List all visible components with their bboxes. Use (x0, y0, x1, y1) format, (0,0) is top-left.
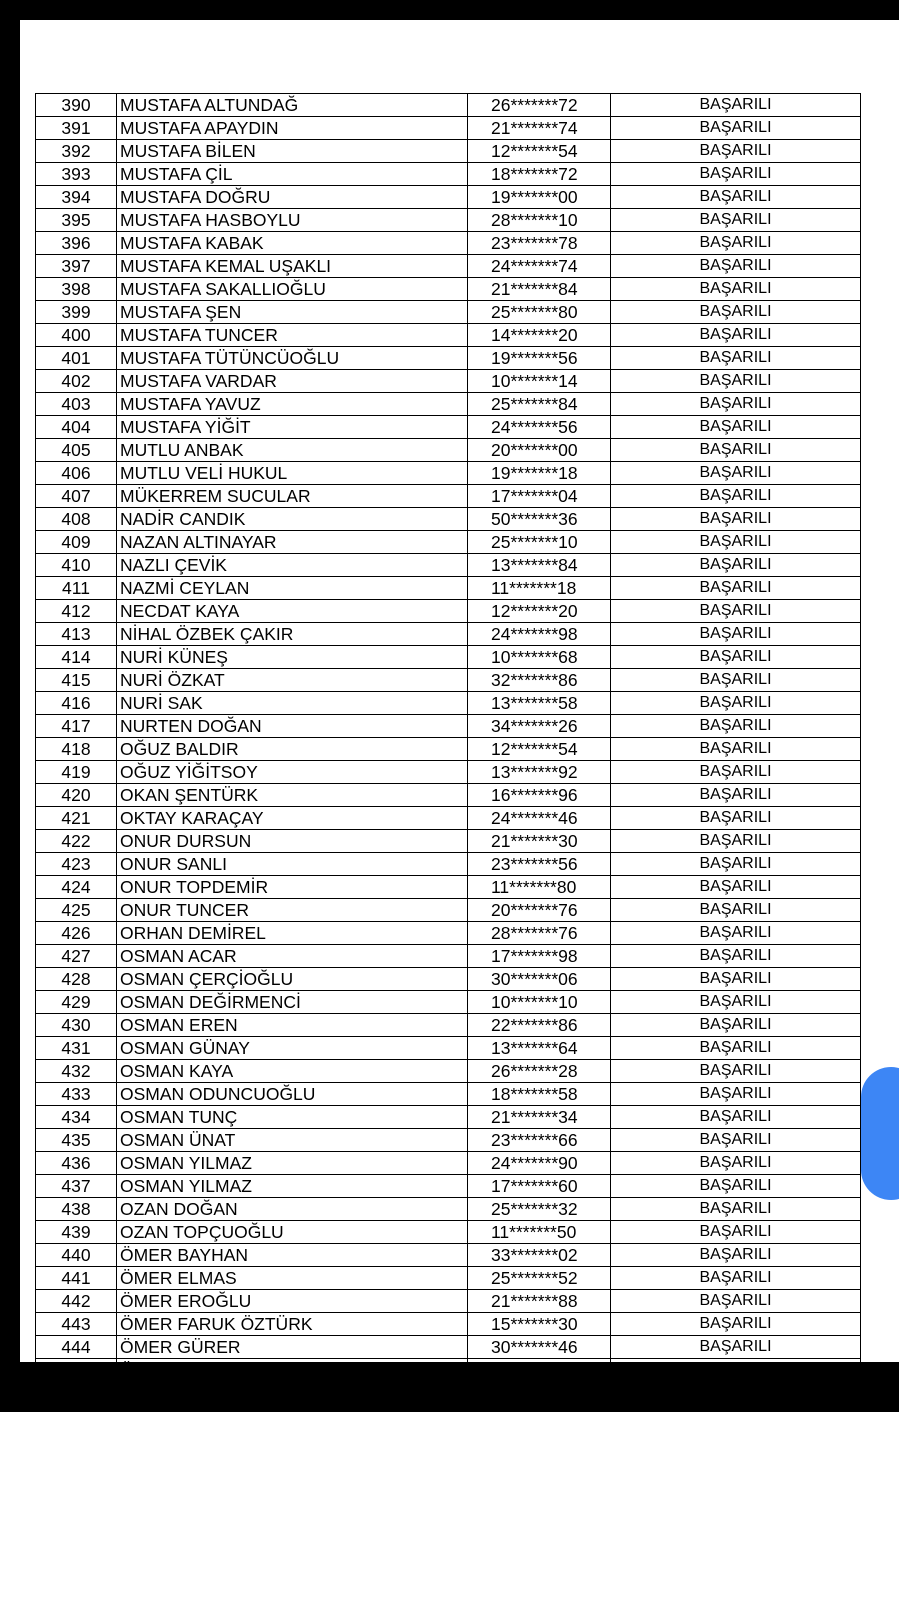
row-number: 443 (36, 1313, 117, 1336)
status: BAŞARILI (611, 715, 861, 738)
table-row (36, 140, 861, 163)
row-number: 402 (36, 370, 117, 393)
masked-id: 24*******56 (468, 416, 611, 439)
row-number: 440 (36, 1244, 117, 1267)
table-row (36, 531, 861, 554)
person-name: ÖMER FARUK ÖZTÜRK (117, 1313, 468, 1336)
status: BAŞARILI (611, 1221, 861, 1244)
row-number: 424 (36, 876, 117, 899)
row-number: 391 (36, 117, 117, 140)
masked-id: 11*******80 (468, 876, 611, 899)
table-row (36, 830, 861, 853)
table-row (36, 163, 861, 186)
row-number: 412 (36, 600, 117, 623)
person-name: MUTLU ANBAK (117, 439, 468, 462)
person-name: ÖMER GÜRER (117, 1336, 468, 1359)
row-number: 430 (36, 1014, 117, 1037)
person-name: NAZLI ÇEVİK (117, 554, 468, 577)
person-name: OKTAY KARAÇAY (117, 807, 468, 830)
status: BAŞARILI (611, 347, 861, 370)
masked-id: 22*******86 (468, 1014, 611, 1037)
masked-id: 23*******78 (468, 232, 611, 255)
table-row (36, 853, 861, 876)
status: BAŞARILI (611, 416, 861, 439)
masked-id: 33*******02 (468, 1244, 611, 1267)
masked-id: 24*******98 (468, 623, 611, 646)
status: BAŞARILI (611, 232, 861, 255)
row-number: 416 (36, 692, 117, 715)
row-number: 426 (36, 922, 117, 945)
row-number: 399 (36, 301, 117, 324)
person-name: OSMAN ÇERÇİOĞLU (117, 968, 468, 991)
table-row (36, 784, 861, 807)
masked-id: 21*******84 (468, 278, 611, 301)
person-name: OKAN ŞENTÜRK (117, 784, 468, 807)
table-row (36, 255, 861, 278)
status: BAŞARILI (611, 508, 861, 531)
status: BAŞARILI (611, 554, 861, 577)
bottom-blank-area (0, 1412, 899, 1599)
person-name: MUSTAFA DOĞRU (117, 186, 468, 209)
masked-id: 21*******74 (468, 117, 611, 140)
status: BAŞARILI (611, 1175, 861, 1198)
table-row (36, 1198, 861, 1221)
scroll-handle[interactable] (861, 1067, 899, 1200)
row-number: 392 (36, 140, 117, 163)
table-row (36, 232, 861, 255)
person-name: MUSTAFA BİLEN (117, 140, 468, 163)
status: BAŞARILI (611, 1083, 861, 1106)
row-number: 422 (36, 830, 117, 853)
table-row (36, 1152, 861, 1175)
table-row (36, 301, 861, 324)
status: BAŞARILI (611, 600, 861, 623)
person-name: ÖMER BAYHAN (117, 1244, 468, 1267)
masked-id: 12*******20 (468, 600, 611, 623)
person-name: OZAN DOĞAN (117, 1198, 468, 1221)
masked-id: 12*******54 (468, 140, 611, 163)
masked-id: 20*******76 (468, 899, 611, 922)
person-name: MUSTAFA TUNCER (117, 324, 468, 347)
table-row (36, 738, 861, 761)
masked-id: 19*******56 (468, 347, 611, 370)
status: BAŞARILI (611, 94, 861, 117)
status: BAŞARILI (611, 324, 861, 347)
person-name: ORHAN DEMİREL (117, 922, 468, 945)
row-number: 411 (36, 577, 117, 600)
table-row (36, 1267, 861, 1290)
person-name: MUSTAFA TÜTÜNCÜOĞLU (117, 347, 468, 370)
row-number: 394 (36, 186, 117, 209)
row-number: 423 (36, 853, 117, 876)
person-name: MUSTAFA SAKALLIOĞLU (117, 278, 468, 301)
status: BAŞARILI (611, 209, 861, 232)
row-number: 407 (36, 485, 117, 508)
table-row (36, 508, 861, 531)
person-name: NADİR CANDIK (117, 508, 468, 531)
status: BAŞARILI (611, 738, 861, 761)
table-row (36, 1221, 861, 1244)
person-name: MUSTAFA KEMAL UŞAKLI (117, 255, 468, 278)
row-number: 400 (36, 324, 117, 347)
status: BAŞARILI (611, 301, 861, 324)
masked-id: 18*******72 (468, 163, 611, 186)
person-name: ÖMER EROĞLU (117, 1290, 468, 1313)
row-number: 425 (36, 899, 117, 922)
person-name: OSMAN ÜNAT (117, 1129, 468, 1152)
status: BAŞARILI (611, 1106, 861, 1129)
row-number: 435 (36, 1129, 117, 1152)
row-number: 434 (36, 1106, 117, 1129)
table-row (36, 554, 861, 577)
table-row (36, 1014, 861, 1037)
row-number: 414 (36, 646, 117, 669)
bottom-black-bar (0, 1362, 899, 1412)
masked-id: 13*******64 (468, 1037, 611, 1060)
top-black-bar (0, 0, 899, 20)
table-row (36, 370, 861, 393)
masked-id: 25*******10 (468, 531, 611, 554)
masked-id: 11*******18 (468, 577, 611, 600)
table-row (36, 968, 861, 991)
masked-id: 13*******58 (468, 692, 611, 715)
masked-id: 10*******14 (468, 370, 611, 393)
masked-id: 19*******00 (468, 186, 611, 209)
row-number: 442 (36, 1290, 117, 1313)
row-number: 409 (36, 531, 117, 554)
status: BAŞARILI (611, 117, 861, 140)
person-name: NURTEN DOĞAN (117, 715, 468, 738)
row-number: 413 (36, 623, 117, 646)
status: BAŞARILI (611, 853, 861, 876)
person-name: MUSTAFA ALTUNDAĞ (117, 94, 468, 117)
table-row (36, 347, 861, 370)
row-number: 431 (36, 1037, 117, 1060)
masked-id: 25*******84 (468, 393, 611, 416)
person-name: OSMAN EREN (117, 1014, 468, 1037)
table-row (36, 945, 861, 968)
status: BAŞARILI (611, 370, 861, 393)
masked-id: 24*******46 (468, 807, 611, 830)
person-name: OSMAN KAYA (117, 1060, 468, 1083)
status: BAŞARILI (611, 899, 861, 922)
person-name: OĞUZ YİĞİTSOY (117, 761, 468, 784)
masked-id: 24*******90 (468, 1152, 611, 1175)
table-row (36, 1290, 861, 1313)
table-row (36, 692, 861, 715)
masked-id: 50*******36 (468, 508, 611, 531)
status: BAŞARILI (611, 1037, 861, 1060)
status: BAŞARILI (611, 830, 861, 853)
status: BAŞARILI (611, 186, 861, 209)
table-row (36, 1244, 861, 1267)
table-row (36, 623, 861, 646)
status: BAŞARILI (611, 623, 861, 646)
table-row (36, 1106, 861, 1129)
person-name: MUSTAFA YİĞİT (117, 416, 468, 439)
status: BAŞARILI (611, 991, 861, 1014)
masked-id: 14*******20 (468, 324, 611, 347)
person-name: MUTLU VELİ HUKUL (117, 462, 468, 485)
masked-id: 20*******00 (468, 439, 611, 462)
person-name: NAZMİ CEYLAN (117, 577, 468, 600)
table-row (36, 899, 861, 922)
person-name: OSMAN YILMAZ (117, 1175, 468, 1198)
table-row (36, 807, 861, 830)
row-number: 419 (36, 761, 117, 784)
table-row (36, 646, 861, 669)
person-name: NURİ SAK (117, 692, 468, 715)
person-name: OSMAN GÜNAY (117, 1037, 468, 1060)
status: BAŞARILI (611, 922, 861, 945)
status: BAŞARILI (611, 1244, 861, 1267)
row-number: 395 (36, 209, 117, 232)
masked-id: 17*******60 (468, 1175, 611, 1198)
person-name: MUSTAFA KABAK (117, 232, 468, 255)
row-number: 404 (36, 416, 117, 439)
person-name: NURİ ÖZKAT (117, 669, 468, 692)
masked-id: 17*******04 (468, 485, 611, 508)
table-row (36, 669, 861, 692)
status: BAŞARILI (611, 876, 861, 899)
person-name: MUSTAFA VARDAR (117, 370, 468, 393)
masked-id: 25*******80 (468, 301, 611, 324)
table-row (36, 1129, 861, 1152)
row-number: 420 (36, 784, 117, 807)
row-number: 437 (36, 1175, 117, 1198)
row-number: 429 (36, 991, 117, 1014)
table-row (36, 1060, 861, 1083)
status: BAŞARILI (611, 255, 861, 278)
table-row (36, 278, 861, 301)
person-name: ÖMER ELMAS (117, 1267, 468, 1290)
row-number: 397 (36, 255, 117, 278)
row-number: 393 (36, 163, 117, 186)
row-number: 406 (36, 462, 117, 485)
person-name: ONUR TOPDEMİR (117, 876, 468, 899)
row-number: 396 (36, 232, 117, 255)
status: BAŞARILI (611, 1060, 861, 1083)
person-name: NAZAN ALTINAYAR (117, 531, 468, 554)
person-name: MUSTAFA YAVUZ (117, 393, 468, 416)
person-name: ONUR SANLI (117, 853, 468, 876)
status: BAŞARILI (611, 1290, 861, 1313)
person-name: OSMAN YILMAZ (117, 1152, 468, 1175)
table-row (36, 715, 861, 738)
person-name: MUSTAFA ÇİL (117, 163, 468, 186)
masked-id: 30*******06 (468, 968, 611, 991)
row-number: 405 (36, 439, 117, 462)
table-row (36, 439, 861, 462)
masked-id: 30*******46 (468, 1336, 611, 1359)
person-name: MUSTAFA ŞEN (117, 301, 468, 324)
table-row (36, 485, 861, 508)
table-row (36, 1336, 861, 1359)
status: BAŞARILI (611, 1198, 861, 1221)
row-number: 439 (36, 1221, 117, 1244)
masked-id: 13*******92 (468, 761, 611, 784)
table-row (36, 416, 861, 439)
masked-id: 32*******86 (468, 669, 611, 692)
person-name: MÜKERREM SUCULAR (117, 485, 468, 508)
status: BAŞARILI (611, 1267, 861, 1290)
masked-id: 28*******10 (468, 209, 611, 232)
masked-id: 21*******30 (468, 830, 611, 853)
table-row (36, 117, 861, 140)
row-number: 417 (36, 715, 117, 738)
row-number: 418 (36, 738, 117, 761)
table-row (36, 600, 861, 623)
status: BAŞARILI (611, 761, 861, 784)
row-number: 432 (36, 1060, 117, 1083)
left-black-bar (0, 0, 20, 1362)
table-row (36, 186, 861, 209)
table-row (36, 324, 861, 347)
status: BAŞARILI (611, 669, 861, 692)
masked-id: 24*******74 (468, 255, 611, 278)
masked-id: 28*******76 (468, 922, 611, 945)
status: BAŞARILI (611, 1336, 861, 1359)
masked-id: 34*******26 (468, 715, 611, 738)
table-row (36, 922, 861, 945)
person-name: MUSTAFA HASBOYLU (117, 209, 468, 232)
masked-id: 10*******68 (468, 646, 611, 669)
masked-id: 26*******72 (468, 94, 611, 117)
status: BAŞARILI (611, 531, 861, 554)
status: BAŞARILI (611, 1129, 861, 1152)
row-number: 428 (36, 968, 117, 991)
masked-id: 21*******34 (468, 1106, 611, 1129)
masked-id: 10*******10 (468, 991, 611, 1014)
masked-id: 15*******30 (468, 1313, 611, 1336)
person-name: OZAN TOPÇUOĞLU (117, 1221, 468, 1244)
row-number: 403 (36, 393, 117, 416)
status: BAŞARILI (611, 462, 861, 485)
table-row (36, 1175, 861, 1198)
status: BAŞARILI (611, 968, 861, 991)
masked-id: 12*******54 (468, 738, 611, 761)
masked-id: 25*******52 (468, 1267, 611, 1290)
status: BAŞARILI (611, 485, 861, 508)
status: BAŞARILI (611, 646, 861, 669)
masked-id: 16*******96 (468, 784, 611, 807)
row-number: 401 (36, 347, 117, 370)
masked-id: 25*******32 (468, 1198, 611, 1221)
row-number: 436 (36, 1152, 117, 1175)
row-number: 444 (36, 1336, 117, 1359)
table-row (36, 94, 861, 117)
person-name: NECDAT KAYA (117, 600, 468, 623)
status: BAŞARILI (611, 1014, 861, 1037)
results-table-body (36, 94, 861, 1382)
person-name: OSMAN ACAR (117, 945, 468, 968)
masked-id: 26*******28 (468, 1060, 611, 1083)
row-number: 433 (36, 1083, 117, 1106)
status: BAŞARILI (611, 163, 861, 186)
row-number: 398 (36, 278, 117, 301)
person-name: NİHAL ÖZBEK ÇAKIR (117, 623, 468, 646)
person-name: OSMAN ODUNCUOĞLU (117, 1083, 468, 1106)
table-row (36, 1083, 861, 1106)
masked-id: 23*******56 (468, 853, 611, 876)
table-row (36, 462, 861, 485)
table-row (36, 991, 861, 1014)
status: BAŞARILI (611, 393, 861, 416)
person-name: ONUR DURSUN (117, 830, 468, 853)
masked-id: 18*******58 (468, 1083, 611, 1106)
masked-id: 13*******84 (468, 554, 611, 577)
status: BAŞARILI (611, 784, 861, 807)
status: BAŞARILI (611, 1313, 861, 1336)
masked-id: 17*******98 (468, 945, 611, 968)
status: BAŞARILI (611, 140, 861, 163)
table-row (36, 209, 861, 232)
status: BAŞARILI (611, 278, 861, 301)
person-name: NURİ KÜNEŞ (117, 646, 468, 669)
row-number: 415 (36, 669, 117, 692)
table-row (36, 577, 861, 600)
table-row (36, 1037, 861, 1060)
person-name: ONUR TUNCER (117, 899, 468, 922)
row-number: 438 (36, 1198, 117, 1221)
status: BAŞARILI (611, 1152, 861, 1175)
row-number: 390 (36, 94, 117, 117)
table-row (36, 761, 861, 784)
person-name: OĞUZ BALDIR (117, 738, 468, 761)
table-row (36, 876, 861, 899)
masked-id: 21*******88 (468, 1290, 611, 1313)
row-number: 408 (36, 508, 117, 531)
person-name: MUSTAFA APAYDIN (117, 117, 468, 140)
row-number: 427 (36, 945, 117, 968)
row-number: 410 (36, 554, 117, 577)
masked-id: 23*******66 (468, 1129, 611, 1152)
row-number: 441 (36, 1267, 117, 1290)
masked-id: 11*******50 (468, 1221, 611, 1244)
status: BAŞARILI (611, 807, 861, 830)
table-row (36, 393, 861, 416)
person-name: OSMAN DEĞİRMENCİ (117, 991, 468, 1014)
status: BAŞARILI (611, 945, 861, 968)
status: BAŞARILI (611, 577, 861, 600)
results-table (35, 93, 861, 1382)
table-row (36, 1313, 861, 1336)
row-number: 421 (36, 807, 117, 830)
status: BAŞARILI (611, 439, 861, 462)
status: BAŞARILI (611, 692, 861, 715)
masked-id: 19*******18 (468, 462, 611, 485)
person-name: OSMAN TUNÇ (117, 1106, 468, 1129)
